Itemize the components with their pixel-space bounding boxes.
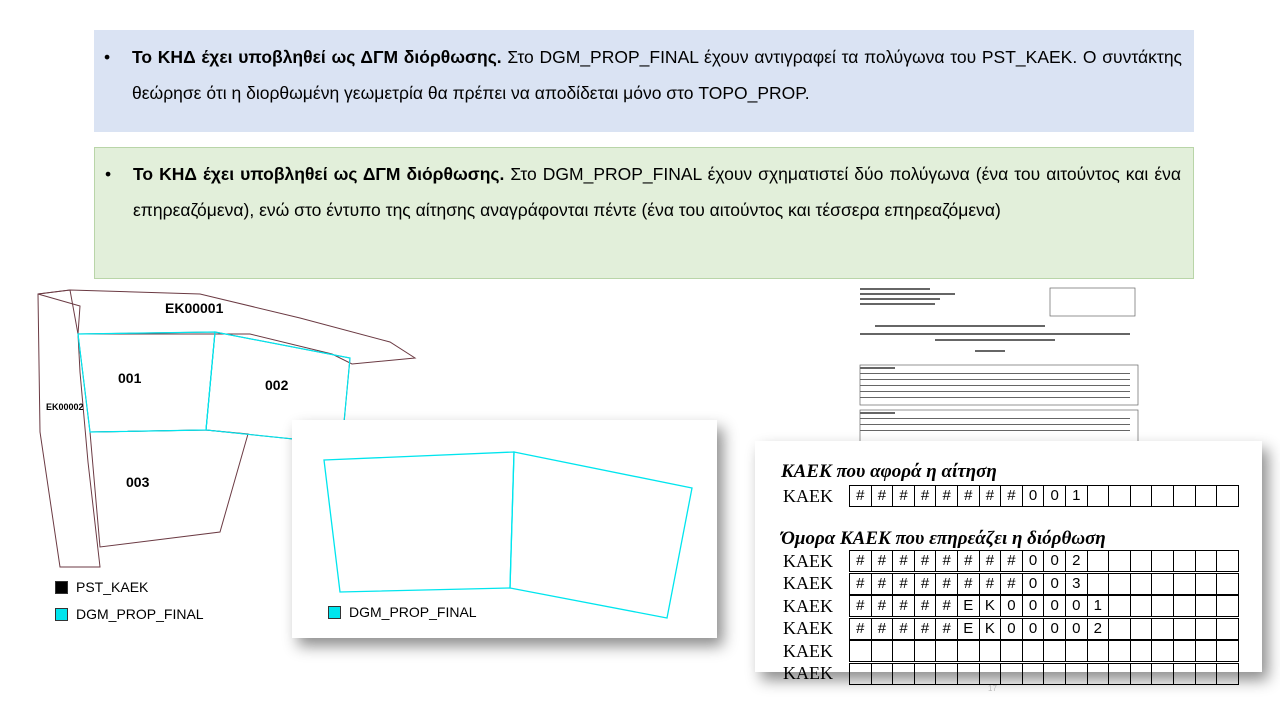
application-form-thumbnail [855,285,1145,445]
row-label: ΚΑΕΚ [783,595,833,616]
kaek-cell: # [958,485,980,507]
kaek-cell: # [936,595,958,617]
label-002: 002 [265,377,289,393]
kaek-cell [1131,663,1153,685]
kaek-cell [1109,573,1131,595]
legend-swatch-cyan [55,608,68,621]
kaek-cell [1196,640,1218,662]
kaek-adjacent-row [783,550,1239,572]
kaek-cells [849,663,1239,685]
parcel-ek00002 [38,290,100,567]
legend-label: DGM_PROP_FINAL [76,606,204,622]
kaek-cell: 0 [1044,618,1066,640]
kaek-cell [1217,663,1239,685]
legend-label: PST_KAEK [76,579,149,595]
kaek-cell: 0 [1023,573,1045,595]
kaek-cell: 3 [1066,573,1088,595]
kaek-cell [1088,573,1110,595]
kaek-cell [1088,485,1110,507]
kaek-cell: 0 [1023,550,1045,572]
kaek-cell: # [936,573,958,595]
kaek-cells [849,550,1239,572]
kaek-cell: # [893,573,915,595]
label-001: 001 [118,370,142,386]
kaek-cell: # [980,573,1002,595]
kaek-cell: 0 [1044,485,1066,507]
kaek-cell: # [915,595,937,617]
kaek-cell: 0 [1066,618,1088,640]
kaek-cell: # [872,595,894,617]
kaek-cell [1174,640,1196,662]
kaek-cell [893,640,915,662]
label-ek00002: EK00002 [46,402,84,412]
kaek-cell [1217,618,1239,640]
dgm-polygon-1 [324,452,514,592]
legend-swatch-cyan [328,606,341,619]
kaek-cell [1174,663,1196,685]
kaek-cell [1217,550,1239,572]
kaek-cell: # [893,485,915,507]
kaek-cell [1152,618,1174,640]
kaek-cell [958,640,980,662]
legend-swatch-black [55,581,68,594]
kaek-adjacent-row [783,573,1239,595]
kaek-cell: # [1001,550,1023,572]
kaek-cell: # [936,550,958,572]
kaek-cell: 0 [1023,618,1045,640]
kaek-cell [850,640,872,662]
kaek-cell: # [958,550,980,572]
kaek-cell: 1 [1088,595,1110,617]
kaek-cell: 2 [1088,618,1110,640]
form-lines [855,285,1145,445]
kaek-cell [1044,663,1066,685]
form-heading-adjacent: Όμορα ΚΑΕΚ που επηρεάζει η διόρθωση [781,528,1106,549]
kaek-cell: # [915,618,937,640]
kaek-cell: # [850,485,872,507]
dgm-polygon-2 [510,452,692,618]
kaek-cell: Κ [980,618,1002,640]
kaek-cell [1174,618,1196,640]
kaek-cell [1217,573,1239,595]
page-number: 17 [988,684,997,693]
kaek-cell [1109,595,1131,617]
kaek-cell: 2 [1066,550,1088,572]
kaek-cell [980,663,1002,685]
kaek-cells [849,618,1239,640]
note-1-bold: Το ΚΗΔ έχει υποβληθεί ως ΔΓΜ διόρθωσης. [132,47,502,67]
kaek-cell [1196,485,1218,507]
label-003: 003 [126,474,150,490]
note-box-1 [94,30,1194,132]
kaek-cell [1131,485,1153,507]
kaek-cell: 0 [1066,595,1088,617]
kaek-cell [1174,573,1196,595]
form-heading-main: ΚΑΕΚ που αφορά η αίτηση [781,461,997,482]
kaek-cell [1001,663,1023,685]
kaek-cell: 0 [1023,485,1045,507]
kaek-cell [1174,595,1196,617]
kaek-cell: 0 [1023,595,1045,617]
parcel-003 [90,430,248,547]
kaek-cell [1131,550,1153,572]
kaek-cell: # [893,595,915,617]
kaek-cells [849,640,1239,662]
dgm-panel [292,420,717,638]
kaek-cell: 0 [1044,550,1066,572]
kaek-cell: # [1001,573,1023,595]
kaek-cell: # [1001,485,1023,507]
kaek-cell [1088,640,1110,662]
kaek-cell [872,640,894,662]
kaek-adjacent-row [783,663,1239,685]
kaek-form-panel [755,441,1262,683]
kaek-cell [1109,485,1131,507]
kaek-cell: 1 [1066,485,1088,507]
row-label: ΚΑΕΚ [783,550,833,571]
kaek-cell [1196,595,1218,617]
kaek-cell [1174,550,1196,572]
kaek-cell [893,663,915,685]
note-2-bold: Το ΚΗΔ έχει υποβληθεί ως ΔΓΜ διόρθωσης. [133,164,505,184]
kaek-cell [1131,573,1153,595]
row-label: ΚΑΕΚ [783,663,833,683]
kaek-cell: Κ [980,595,1002,617]
kaek-cell [1001,640,1023,662]
note-box-2 [94,147,1194,279]
kaek-cell: # [936,485,958,507]
bullet: • [105,164,112,184]
legend-label: DGM_PROP_FINAL [349,604,477,620]
kaek-cell [915,663,937,685]
kaek-cell: # [980,485,1002,507]
kaek-cell [1152,640,1174,662]
kaek-cell: # [872,573,894,595]
kaek-cell [1131,640,1153,662]
kaek-cell [1152,485,1174,507]
kaek-cell: # [915,485,937,507]
kaek-cell [1152,550,1174,572]
kaek-cell: Ε [958,595,980,617]
kaek-cell [958,663,980,685]
kaek-cell: # [915,573,937,595]
kaek-cell [1217,640,1239,662]
kaek-cell: 0 [1001,595,1023,617]
kaek-cell [1066,663,1088,685]
kaek-cell [915,640,937,662]
row-label: ΚΑΕΚ [783,640,833,661]
kaek-cell [1088,550,1110,572]
kaek-cell [1109,663,1131,685]
kaek-cell: # [850,550,872,572]
kaek-cell: # [872,485,894,507]
kaek-cell [1109,550,1131,572]
kaek-cell [1217,595,1239,617]
kaek-adjacent-row [783,618,1239,640]
kaek-cell: # [872,618,894,640]
kaek-cell: 0 [1001,618,1023,640]
kaek-cell [980,640,1002,662]
parcel-ek00001 [38,290,415,364]
kaek-cell: # [850,595,872,617]
kaek-cell [1152,573,1174,595]
kaek-cell [1088,663,1110,685]
note-2-text: Στο DGM_PROP_FINAL έχουν σχηματιστεί δύο πολύγωνα (ένα του αιτούντος και ένα επηρεαζόμενα), ενώ στο έντυπο της αίτησης αναγράφονται πέντε (ένα του αιτούντος και τέσσερα επηρεαζόμενα) [133,164,1181,220]
kaek-adjacent-row [783,595,1239,617]
kaek-cell [1066,640,1088,662]
row-label: ΚΑΕΚ [783,618,833,638]
kaek-cells [849,595,1239,617]
kaek-cell [1023,663,1045,685]
kaek-cell [1152,595,1174,617]
kaek-cell [1196,618,1218,640]
kaek-cell [1174,485,1196,507]
parcel-001 [78,332,215,432]
kaek-cell: Ε [958,618,980,640]
kaek-cell [1023,640,1045,662]
kaek-cell: # [893,618,915,640]
row-label: ΚΑΕΚ [783,485,833,506]
dgm-legend [328,604,477,620]
kaek-cell: # [872,550,894,572]
row-label: ΚΑΕΚ [783,573,833,593]
kaek-cells [849,485,1239,507]
kaek-cell [1217,485,1239,507]
legend-dgm-prop-final [55,606,204,622]
kaek-cell: # [958,573,980,595]
kaek-cell [1044,640,1066,662]
kaek-cell [936,640,958,662]
kaek-cell [1109,640,1131,662]
kaek-cell [872,663,894,685]
bullet: • [104,47,111,67]
kaek-cell: 0 [1044,573,1066,595]
kaek-cell [1196,573,1218,595]
kaek-cell [1131,618,1153,640]
kaek-cell [1131,595,1153,617]
note-1-text: Στο DGM_PROP_FINAL έχουν αντιγραφεί τα πολύγωνα του PST_KAEK. Ο συντάκτης θεώρησε ότι η διορθωμένη γεωμετρία θα πρέπει να αποδίδεται μόνο στο TOPO_PROP. [132,47,1182,103]
kaek-cell: 0 [1044,595,1066,617]
kaek-main-row [783,485,1239,507]
kaek-cell [1196,550,1218,572]
kaek-cell: # [915,550,937,572]
kaek-cell [1109,618,1131,640]
kaek-cell: # [936,618,958,640]
kaek-cell: # [850,618,872,640]
label-ek00001: EK00001 [165,300,224,316]
kaek-cell [1196,663,1218,685]
legend-pst-kaek [55,579,148,595]
kaek-cell [850,663,872,685]
kaek-cell: # [980,550,1002,572]
kaek-cell: # [893,550,915,572]
kaek-cell [936,663,958,685]
kaek-cell: # [850,573,872,595]
kaek-cells [849,573,1239,595]
kaek-cell [1152,663,1174,685]
kaek-adjacent-row [783,640,1239,662]
